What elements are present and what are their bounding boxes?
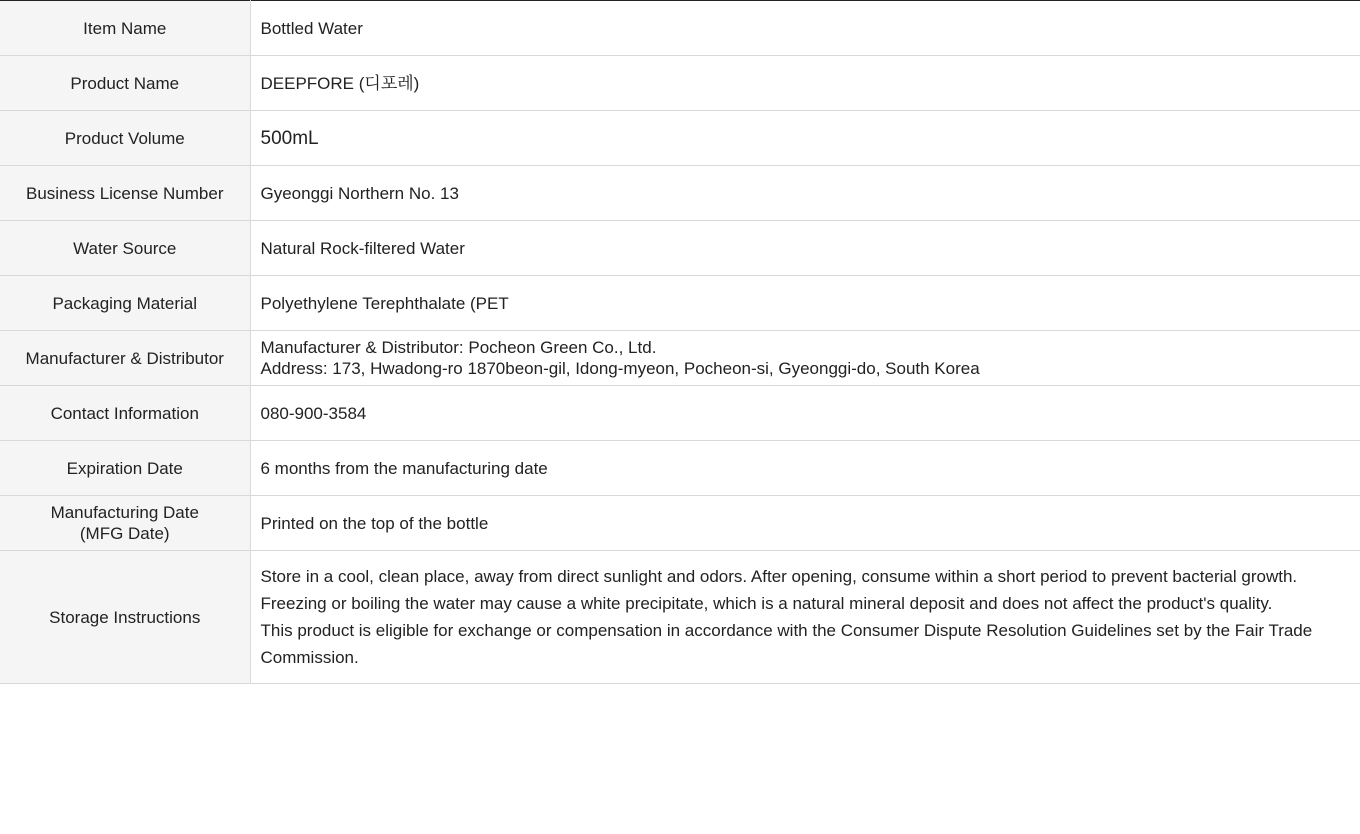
row-value: Printed on the top of the bottle: [260, 513, 489, 533]
row-label: Packaging Material: [0, 276, 250, 331]
storage-line: Freezing or boiling the water may cause a white precipitate, which is a natural mineral deposit and does not affect the product's quality.: [260, 594, 1273, 613]
table-row-item-name: [0, 1, 1360, 56]
table-row-product-volume: [0, 111, 1360, 166]
row-label: Business License Number: [0, 166, 250, 221]
table-row-packaging-material: [0, 276, 1360, 331]
storage-line: Store in a cool, clean place, away from direct sunlight and odors. After opening, consume within a short period to prevent bacterial growth.: [260, 567, 1298, 586]
row-label-line: Manufacturing Date: [50, 503, 199, 522]
table-row-contact: [0, 386, 1360, 441]
row-label: Storage Instructions: [0, 551, 250, 684]
row-label: Product Volume: [0, 111, 250, 166]
table-row-storage-instructions: [0, 551, 1360, 684]
row-label: Water Source: [0, 221, 250, 276]
table-row-manufacturer: [0, 331, 1360, 386]
row-value: [250, 331, 1360, 386]
table-row-water-source: [0, 221, 1360, 276]
row-value: Gyeonggi Northern No. 13: [260, 183, 459, 203]
row-value: 500mL: [260, 127, 319, 149]
table-row-business-license: [0, 166, 1360, 221]
row-label: [0, 496, 250, 551]
row-value: [250, 551, 1360, 684]
row-value: DEEPFORE (디포레): [260, 73, 420, 93]
storage-line: This product is eligible for exchange or compensation in accordance with the Consumer Dispute Resolution Guidelines set by the Fair Trade Commission.: [260, 621, 1313, 667]
row-label: Item Name: [0, 1, 250, 56]
address-line: Address: 173, Hwadong-ro 1870beon-gil, Idong-myeon, Pocheon-si, Gyeonggi-do, South Korea: [260, 359, 980, 378]
row-label: Product Name: [0, 56, 250, 111]
table-row-expiration-date: [0, 441, 1360, 496]
row-label: Expiration Date: [0, 441, 250, 496]
manufacturer-line: Manufacturer & Distributor: Pocheon Green Co., Ltd.: [260, 338, 657, 357]
table-row-product-name: [0, 56, 1360, 111]
row-label: Manufacturer & Distributor: [0, 331, 250, 386]
row-value: Natural Rock-filtered Water: [260, 238, 465, 258]
row-value: 080-900-3584: [260, 403, 367, 423]
row-value: Bottled Water: [260, 18, 363, 38]
row-value: 6 months from the manufacturing date: [260, 458, 548, 478]
table-row-manufacturing-date: [0, 496, 1360, 551]
row-value: Polyethylene Terephthalate (PET: [260, 293, 509, 313]
row-label: Contact Information: [0, 386, 250, 441]
row-label-line: (MFG Date): [79, 524, 170, 543]
